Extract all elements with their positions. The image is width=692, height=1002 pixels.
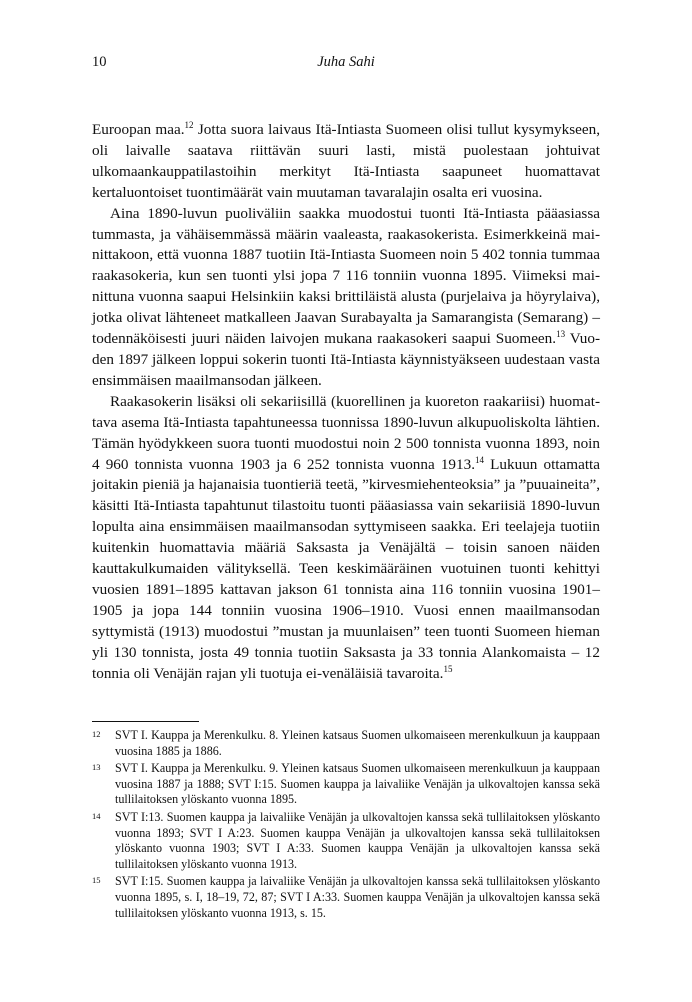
footnotes xyxy=(92,721,600,923)
footnote-ref-13[interactable]: 13 xyxy=(556,329,566,339)
footnote-number: 13 xyxy=(92,762,101,773)
footnote-divider xyxy=(92,721,199,722)
footnote-15 xyxy=(92,874,600,921)
paragraph-text: Vuoden 1897 jälkeen loppui sokerin tuonti Itä-Intiasta käynnistyäkseen uudestaan vasta ensimmäisen maailmansodan jälkeen. xyxy=(92,330,600,389)
footnote-number: 12 xyxy=(92,729,101,739)
paragraph-text: Aina 1890-luvun puoliväliin saakka muodostui tuonti Itä-Intiasta pääasiassa tummasta, ja vähäisemmässä määrin vaaleasta, raakasokerista. Esimerkkeinä mainittakoon, että vuonna 1887 tuotiin Itä-Intiasta Suomeen noin 5 402 tonnia tummaa raakasokeria, kun sen tuonti ylsi jopa 7 116 tonniin vuonna 1895. Viimeksi mainittuna vuonna saapui Helsinkiin kaksi brittiläistä alusta (purjelaiva ja höyrylaiva), jotka olivat lähteneet matkalleen Jaavan Surabayalta ja Samarangista (Semarang) – todennäköisesti juuri näiden laivojen mukana raakasokeri saapui Suomeen. xyxy=(92,204,600,348)
footnote-ref-15[interactable]: 15 xyxy=(443,663,453,674)
page-number: 10 xyxy=(92,54,107,70)
footnote-text: SVT I. Kauppa ja Merenkulku. 9. Yleinen katsaus Suomen ulkomaiseen merenkulkuun ja kauppaan vuosina 1887 ja 1888; SVT I:15. Suomen kauppa ja laivaliike Venäjän ja ulkovaltojen kanssa sekä tullilaitoksen ylöskanto vuonna 1895. xyxy=(115,761,600,807)
footnote-13 xyxy=(92,761,600,808)
paragraph-text: Jotta suora laivaus Itä-Intiasta Suomeen olisi tullut kysymykseen, oli laivalle saatava riittävän suuri lasti, mistä puolestaan johtuivat ulkomaankauppatilastoihin merkityt Itä-Intiasta saapuneet huomattavat kertaluontoiset tuontimäärät vain muutaman tavaralajin osalta eri vuosina. xyxy=(92,121,600,201)
paragraph-text: Lukuun ottamatta joitakin pieniä ja hajanaisia tuontieriä teetä, ”kirvesmiehenteoksia” ja ”puuaineita”, käsitti Itä-Intiasta tapahtunut tilastoitu tuonti pääasiassa vain sekariisiä 1890-luvun lopulta aina ensimmäisen maailmansodan syttymiseen saakka. Eri teelajeja tuotiin kuitenkin huomattavia määriä Saksasta ja Venäjältä – toisin sanoen näiden kauttakulkumaiden välityksellä. Teen keskimääräinen vuotuinen tuonti kehittyi vuosien 1891–1895 kattavan jakson 61 tonnista aina 116 tonniin vuosina 1901–1905 ja jopa 144 tonniin vuosina 1906–1910. Vuosi ennen maailmansodan syttymistä (1913) muodostui ”mustan ja muunlaisen” teen tuonti Suomeen hieman yli 130 tonnista, josta 49 tonnia tuotiin Saksasta ja 33 tonnia Alankomaista – 12 tonnia oli Venäjän rajan yli tuotuja ei-venäläisiä tavaroita. xyxy=(92,455,600,682)
footnote-ref-12[interactable]: 12 xyxy=(184,119,194,130)
paragraph-text: Raakasokerin lisäksi oli sekariisillä (kuorellinen ja kuoreton raakariisi) huomattava asema Itä-Intiasta tapahtuneessa tuonnissa 1890-luvun alkupuoliskolta lähtien. Tämän hyödykkeen suora tuonti muodostui noin 2 500 tonnista vuonna 1893, noin 4 960 tonnista vuonna 1903 ja 6 252 tonnista vuonna 1913. xyxy=(92,392,600,473)
paragraph-2 xyxy=(92,204,600,392)
footnote-text: SVT I:13. Suomen kauppa ja laivaliike Venäjän ja ulkovaltojen kanssa sekä tullilaitoksen ylöskanto vuonna 1893; SVT I A:23. Suomen kauppa Venäjän ja ulkovaltojen kanssa sekä tullilaitoksen ylöskanto vuonna 1903; SVT I A:33. Suomen kauppa Venäjän ja ulkovaltojen kanssa sekä tullilaitoksen ylöskanto vuonna 1913. xyxy=(115,809,600,871)
footnote-12 xyxy=(92,728,600,759)
footnote-number: 15 xyxy=(92,875,101,886)
footnote-number: 14 xyxy=(92,810,101,821)
paragraph-text: Euroopan maa. xyxy=(92,121,185,138)
footnote-14 xyxy=(92,810,600,872)
footnote-text: SVT I. Kauppa ja Merenkulku. 8. Yleinen katsaus Suomen ulkomaiseen merenkulkuun ja kauppaan vuosina 1885 ja 1886. xyxy=(115,728,600,758)
paragraph-1 xyxy=(92,120,600,204)
page-header xyxy=(92,54,600,74)
body-text xyxy=(92,120,600,684)
running-head: Juha Sahi xyxy=(317,54,375,70)
footnote-ref-14[interactable]: 14 xyxy=(475,454,485,465)
footnote-text: SVT I:15. Suomen kauppa ja laivaliike Venäjän ja ulkovaltojen kanssa sekä tullilaitoksen ylöskanto vuonna 1895, s. I, 18–19, 72, 87; SVT I A:33. Suomen kauppa Venäjän ja ulkovaltojen kanssa sekä tullilaitoksen ylöskanto vuonna 1913, s. 15. xyxy=(115,874,600,920)
paragraph-3 xyxy=(92,392,600,685)
